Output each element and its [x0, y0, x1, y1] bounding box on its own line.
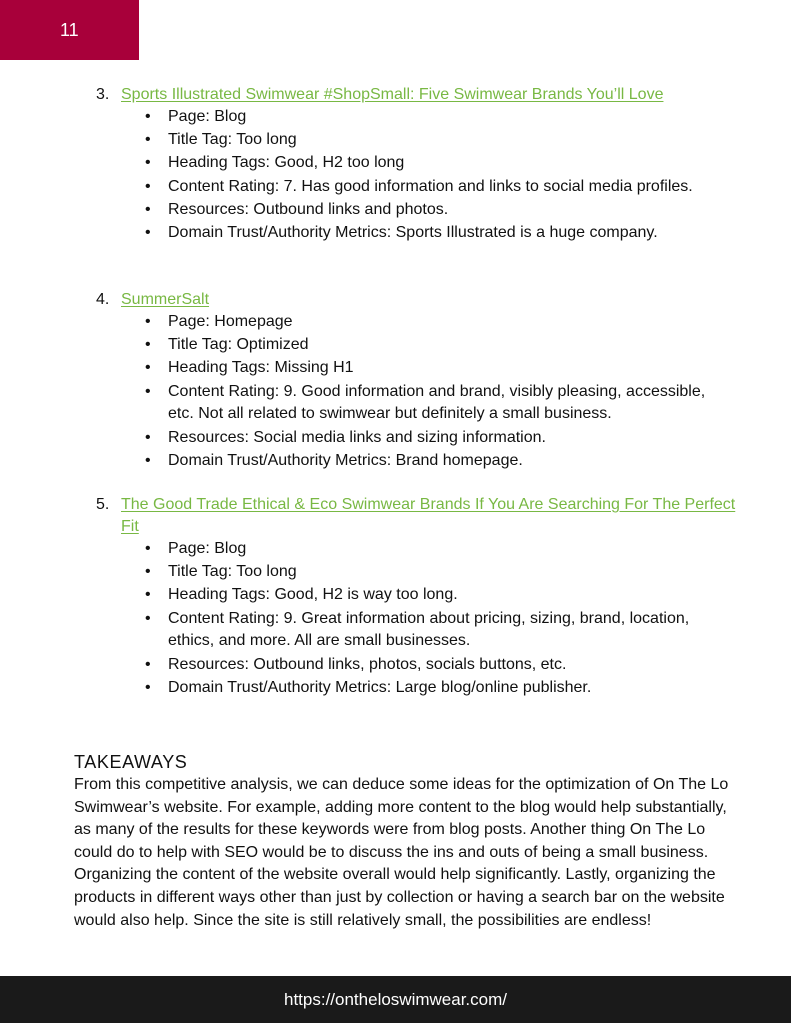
- bullet-content-rating: • Content Rating: 9. Great information about pricing, sizing, brand, location, ethics, and more. All are small businesses.: [96, 608, 736, 654]
- entry-number: 4.: [96, 291, 110, 308]
- competitor-link[interactable]: SummerSalt: [121, 291, 210, 308]
- bullet-domain-metrics: • Domain Trust/Authority Metrics: Sports Illustrated is a huge company.: [96, 222, 736, 245]
- bullet-page: • Page: Blog: [96, 106, 736, 129]
- bullet-content-rating: • Content Rating: 7. Has good information and links to social media profiles.: [96, 176, 736, 199]
- bullet-resources: • Resources: Outbound links, photos, socials buttons, etc.: [96, 654, 736, 677]
- footer-url[interactable]: https://ontheloswimwear.com/: [284, 990, 507, 1009]
- bullet-title-tag: • Title Tag: Too long: [96, 561, 736, 584]
- takeaways-heading: TAKEAWAYS: [74, 751, 188, 772]
- bullet-title-tag: • Title Tag: Too long: [96, 129, 736, 152]
- bullet-heading-tags: • Heading Tags: Good, H2 is way too long.: [96, 584, 736, 607]
- bullet-resources: • Resources: Outbound links and photos.: [96, 199, 736, 222]
- page-number: 11: [60, 20, 79, 40]
- bullet-heading-tags: • Heading Tags: Missing H1: [96, 357, 736, 380]
- page-footer: [0, 976, 791, 1023]
- entry-bullet-list: [96, 311, 736, 473]
- competitor-link[interactable]: Sports Illustrated Swimwear #ShopSmall: Five Swimwear Brands You’ll Love: [121, 86, 664, 103]
- bullet-page: • Page: Blog: [96, 538, 736, 561]
- bullet-title-tag: • Title Tag: Optimized: [96, 334, 736, 357]
- entry-heading: [96, 494, 736, 538]
- competitor-entry-3: [96, 84, 736, 245]
- bullet-content-rating: • Content Rating: 9. Good information and brand, visibly pleasing, accessible, etc. Not all related to swimwear but definitely a small business.: [96, 381, 736, 427]
- entry-heading: [96, 84, 736, 106]
- competitor-link[interactable]: The Good Trade Ethical & Eco Swimwear Brands If You Are Searching For The Perfect Fit: [121, 496, 736, 535]
- bullet-resources: • Resources: Social media links and sizing information.: [96, 427, 736, 450]
- competitor-entry-4: [96, 289, 736, 473]
- entry-heading: [96, 289, 736, 311]
- bullet-domain-metrics: • Domain Trust/Authority Metrics: Large blog/online publisher.: [96, 677, 736, 700]
- takeaways-paragraph: From this competitive analysis, we can deduce some ideas for the optimization of On The Lo Swimwear’s website. For example, adding more content to the blog would help substantially, as many of the results for these keywords were from blog posts. Another thing On The Lo could do to help with SEO would be to discuss the ins and outs of being a small business. Organizing the content of the website overall would help significantly. Lastly, organizing the products in different ways other than just by collection or having a search bar on the website would also help. Since the site is still relatively small, the possibilities are endless!: [74, 776, 729, 929]
- competitor-entry-5: [96, 494, 736, 700]
- entry-bullet-list: [96, 538, 736, 700]
- entry-number: 5.: [96, 496, 110, 513]
- page-number-tab: [0, 0, 139, 60]
- bullet-heading-tags: • Heading Tags: Good, H2 too long: [96, 152, 736, 175]
- entry-number: 3.: [96, 86, 110, 103]
- bullet-page: • Page: Homepage: [96, 311, 736, 334]
- bullet-domain-metrics: • Domain Trust/Authority Metrics: Brand homepage.: [96, 450, 736, 473]
- entry-bullet-list: [96, 106, 736, 245]
